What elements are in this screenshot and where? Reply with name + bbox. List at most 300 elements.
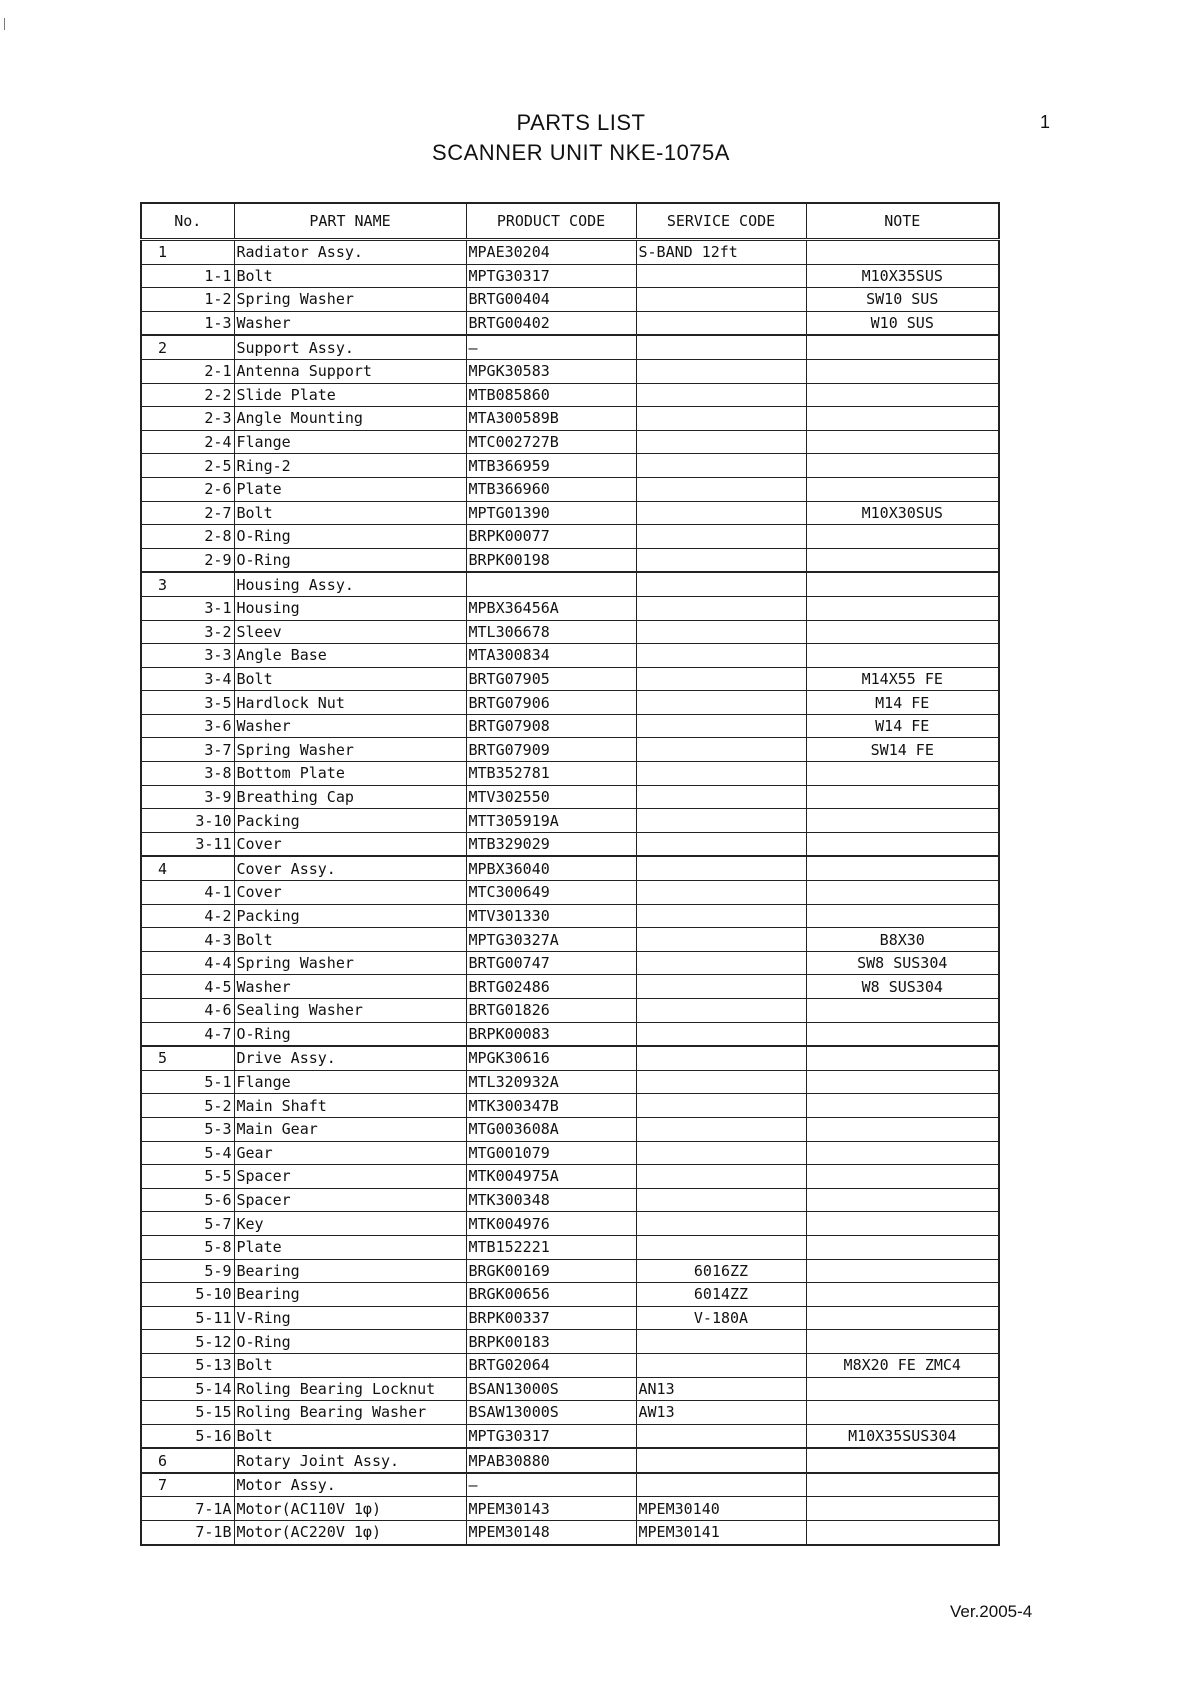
cell-no: 2-8	[141, 525, 234, 549]
table-row	[141, 762, 999, 786]
cell-no: 5-16	[141, 1424, 234, 1448]
cell-no: 3-9	[141, 785, 234, 809]
cell-note	[806, 1094, 999, 1118]
table-row	[141, 477, 999, 501]
cell-no: 1-1	[141, 264, 234, 288]
cell-part-name: Bearing	[234, 1283, 466, 1307]
table-row	[141, 1521, 999, 1545]
cell-no: 3-3	[141, 644, 234, 668]
cell-note: W14 FE	[806, 714, 999, 738]
cell-product-code: MTB366959	[466, 454, 636, 478]
cell-note	[806, 1521, 999, 1545]
cell-service-code	[636, 477, 806, 501]
cell-note: SW8 SUS304	[806, 951, 999, 975]
cell-note	[806, 548, 999, 572]
cell-product-code: BRPK00198	[466, 548, 636, 572]
cell-product-code: MTB152221	[466, 1235, 636, 1259]
cell-service-code	[636, 311, 806, 335]
cell-part-name: Spring Washer	[234, 738, 466, 762]
cell-no: 2-2	[141, 383, 234, 407]
cell-part-name: Washer	[234, 975, 466, 999]
cell-no: 2	[141, 335, 234, 359]
cell-part-name: Spacer	[234, 1188, 466, 1212]
cell-product-code: MTL306678	[466, 620, 636, 644]
cell-part-name: Bottom Plate	[234, 762, 466, 786]
cell-part-name: Roling Bearing Locknut	[234, 1377, 466, 1401]
cell-note	[806, 1448, 999, 1473]
table-row	[141, 1212, 999, 1236]
table-row	[141, 785, 999, 809]
cell-note: M14X55 FE	[806, 667, 999, 691]
cell-part-name: Housing	[234, 596, 466, 620]
cell-product-code: MTL320932A	[466, 1070, 636, 1094]
cell-part-name: Plate	[234, 477, 466, 501]
cell-no: 5	[141, 1046, 234, 1070]
cell-service-code	[636, 454, 806, 478]
cell-service-code	[636, 1117, 806, 1141]
table-row	[141, 335, 999, 359]
cell-no: 5-11	[141, 1306, 234, 1330]
cell-no: 5-4	[141, 1141, 234, 1165]
cell-service-code	[636, 644, 806, 668]
cell-product-code: BRGK00169	[466, 1259, 636, 1283]
cell-service-code	[636, 691, 806, 715]
cell-service-code	[636, 714, 806, 738]
table-row	[141, 1424, 999, 1448]
cell-part-name: Antenna Support	[234, 359, 466, 383]
cell-note: SW10 SUS	[806, 288, 999, 312]
cell-note: W10 SUS	[806, 311, 999, 335]
cell-product-code	[466, 572, 636, 596]
cell-product-code: MTG003608A	[466, 1117, 636, 1141]
cell-no: 3-10	[141, 809, 234, 833]
cell-note: M10X35SUS	[806, 264, 999, 288]
cell-service-code	[636, 928, 806, 952]
cell-no: 4-2	[141, 904, 234, 928]
cell-service-code	[636, 1473, 806, 1497]
cell-product-code: MTK004976	[466, 1212, 636, 1236]
cell-no: 6	[141, 1448, 234, 1473]
cell-part-name: Bolt	[234, 928, 466, 952]
cell-note: M10X35SUS304	[806, 1424, 999, 1448]
cell-note	[806, 1259, 999, 1283]
cell-no: 2-4	[141, 430, 234, 454]
cell-part-name: Support Assy.	[234, 335, 466, 359]
cell-service-code	[636, 1424, 806, 1448]
cell-note	[806, 407, 999, 431]
cell-product-code: MTB329029	[466, 832, 636, 856]
cell-product-code: BRTG00404	[466, 288, 636, 312]
cell-service-code	[636, 620, 806, 644]
cell-service-code	[636, 335, 806, 359]
cell-product-code: MTC002727B	[466, 430, 636, 454]
cell-product-code: MTB366960	[466, 477, 636, 501]
cell-note	[806, 1473, 999, 1497]
cell-service-code	[636, 572, 806, 596]
table-row	[141, 264, 999, 288]
cell-service-code	[636, 407, 806, 431]
cell-part-name: Angle Mounting	[234, 407, 466, 431]
table-row	[141, 1141, 999, 1165]
cell-service-code: AW13	[636, 1401, 806, 1425]
table-row	[141, 1117, 999, 1141]
table-row	[141, 1448, 999, 1473]
cell-note	[806, 881, 999, 905]
cell-product-code: MTG001079	[466, 1141, 636, 1165]
cell-no: 5-7	[141, 1212, 234, 1236]
cell-note	[806, 335, 999, 359]
cell-product-code: MPEM30143	[466, 1497, 636, 1521]
table-row	[141, 311, 999, 335]
cell-note	[806, 1235, 999, 1259]
cell-no: 5-9	[141, 1259, 234, 1283]
cell-no: 5-3	[141, 1117, 234, 1141]
header-note: NOTE	[806, 203, 999, 240]
cell-note	[806, 904, 999, 928]
cell-service-code	[636, 667, 806, 691]
table-row	[141, 1306, 999, 1330]
cell-product-code: MTT305919A	[466, 809, 636, 833]
cell-part-name: O-Ring	[234, 1022, 466, 1046]
cell-service-code	[636, 383, 806, 407]
table-row	[141, 501, 999, 525]
cell-product-code: MPTG30317	[466, 1424, 636, 1448]
cell-product-code: MTB352781	[466, 762, 636, 786]
cell-product-code: BRTG00402	[466, 311, 636, 335]
cell-product-code: BRTG00747	[466, 951, 636, 975]
table-row	[141, 832, 999, 856]
cell-note	[806, 1046, 999, 1070]
cell-note: SW14 FE	[806, 738, 999, 762]
cell-no: 4-4	[141, 951, 234, 975]
cell-service-code	[636, 501, 806, 525]
cell-part-name: Bearing	[234, 1259, 466, 1283]
cell-product-code: MPTG30327A	[466, 928, 636, 952]
cell-product-code: MTB085860	[466, 383, 636, 407]
cell-part-name: O-Ring	[234, 548, 466, 572]
cell-service-code: 6014ZZ	[636, 1283, 806, 1307]
cell-no: 5-6	[141, 1188, 234, 1212]
cell-product-code: MTK004975A	[466, 1165, 636, 1189]
scan-speck	[4, 18, 5, 30]
cell-product-code: MTA300589B	[466, 407, 636, 431]
cell-no: 4-5	[141, 975, 234, 999]
cell-part-name: Cover	[234, 832, 466, 856]
cell-part-name: Gear	[234, 1141, 466, 1165]
cell-part-name: Angle Base	[234, 644, 466, 668]
table-row	[141, 928, 999, 952]
cell-product-code: —	[466, 1473, 636, 1497]
document-title: PARTS LIST	[516, 110, 646, 135]
cell-part-name: Roling Bearing Washer	[234, 1401, 466, 1425]
table-row	[141, 738, 999, 762]
cell-note	[806, 1070, 999, 1094]
cell-part-name: Slide Plate	[234, 383, 466, 407]
cell-product-code: MTV302550	[466, 785, 636, 809]
table-row	[141, 856, 999, 880]
header-no: No.	[141, 203, 234, 240]
cell-product-code: MPBX36456A	[466, 596, 636, 620]
cell-note	[806, 454, 999, 478]
cell-service-code: MPEM30140	[636, 1497, 806, 1521]
cell-part-name: Packing	[234, 904, 466, 928]
cell-no: 1-2	[141, 288, 234, 312]
header-service-code: SERVICE CODE	[636, 203, 806, 240]
cell-part-name: Washer	[234, 714, 466, 738]
cell-no: 5-2	[141, 1094, 234, 1118]
cell-service-code	[636, 904, 806, 928]
cell-service-code	[636, 809, 806, 833]
cell-part-name: Radiator Assy.	[234, 240, 466, 265]
header-product-code: PRODUCT CODE	[466, 203, 636, 240]
cell-note	[806, 620, 999, 644]
cell-part-name: Cover	[234, 881, 466, 905]
cell-service-code	[636, 359, 806, 383]
cell-note	[806, 1117, 999, 1141]
cell-part-name: O-Ring	[234, 1330, 466, 1354]
cell-product-code: BRTG02064	[466, 1353, 636, 1377]
cell-no: 4-7	[141, 1022, 234, 1046]
table-row	[141, 407, 999, 431]
cell-no: 5-5	[141, 1165, 234, 1189]
cell-service-code	[636, 1212, 806, 1236]
cell-part-name: Spring Washer	[234, 951, 466, 975]
cell-part-name: Ring-2	[234, 454, 466, 478]
cell-part-name: Main Gear	[234, 1117, 466, 1141]
cell-product-code: BRTG07908	[466, 714, 636, 738]
cell-note	[806, 762, 999, 786]
table-body	[141, 240, 999, 1545]
cell-no: 3-11	[141, 832, 234, 856]
cell-no: 3-2	[141, 620, 234, 644]
cell-product-code: MPTG30317	[466, 264, 636, 288]
table-row	[141, 1497, 999, 1521]
cell-service-code	[636, 1165, 806, 1189]
cell-note	[806, 1283, 999, 1307]
cell-part-name: Motor(AC110V 1φ)	[234, 1497, 466, 1521]
cell-service-code	[636, 881, 806, 905]
cell-part-name: V-Ring	[234, 1306, 466, 1330]
cell-service-code	[636, 1235, 806, 1259]
cell-no: 5-15	[141, 1401, 234, 1425]
version-label: Ver.2005-4	[950, 1602, 1033, 1621]
cell-note	[806, 596, 999, 620]
cell-service-code	[636, 548, 806, 572]
cell-note	[806, 477, 999, 501]
cell-note	[806, 1377, 999, 1401]
table-row	[141, 999, 999, 1023]
cell-note: M10X30SUS	[806, 501, 999, 525]
table-row	[141, 1235, 999, 1259]
cell-note	[806, 430, 999, 454]
cell-service-code	[636, 975, 806, 999]
cell-service-code	[636, 525, 806, 549]
cell-note	[806, 1330, 999, 1354]
cell-part-name: Flange	[234, 430, 466, 454]
table-row	[141, 240, 999, 265]
cell-note	[806, 1022, 999, 1046]
cell-part-name: Housing Assy.	[234, 572, 466, 596]
table-row	[141, 809, 999, 833]
table-row	[141, 1377, 999, 1401]
cell-service-code: S-BAND 12ft	[636, 240, 806, 265]
cell-note: W8 SUS304	[806, 975, 999, 999]
table-row	[141, 572, 999, 596]
cell-product-code: MPBX36040	[466, 856, 636, 880]
table-row	[141, 1070, 999, 1094]
cell-no: 1	[141, 240, 234, 265]
cell-note	[806, 644, 999, 668]
cell-product-code: BRTG07906	[466, 691, 636, 715]
cell-no: 5-8	[141, 1235, 234, 1259]
table-row	[141, 454, 999, 478]
cell-product-code: BRTG02486	[466, 975, 636, 999]
cell-note	[806, 785, 999, 809]
cell-product-code: MPTG01390	[466, 501, 636, 525]
table-row	[141, 596, 999, 620]
cell-part-name: Sealing Washer	[234, 999, 466, 1023]
cell-no: 3-8	[141, 762, 234, 786]
cell-note	[806, 1212, 999, 1236]
cell-part-name: Cover Assy.	[234, 856, 466, 880]
cell-no: 4-3	[141, 928, 234, 952]
cell-no: 3-5	[141, 691, 234, 715]
table-row	[141, 359, 999, 383]
cell-part-name: Key	[234, 1212, 466, 1236]
cell-product-code: MPAE30204	[466, 240, 636, 265]
table-row	[141, 1165, 999, 1189]
cell-part-name: Spring Washer	[234, 288, 466, 312]
table-row	[141, 644, 999, 668]
table-row	[141, 525, 999, 549]
cell-product-code: MPGK30583	[466, 359, 636, 383]
cell-note	[806, 1306, 999, 1330]
table-row	[141, 430, 999, 454]
cell-service-code: 6016ZZ	[636, 1259, 806, 1283]
cell-note	[806, 1165, 999, 1189]
header-part-name: PART NAME	[234, 203, 466, 240]
cell-part-name: Bolt	[234, 501, 466, 525]
table-row	[141, 1046, 999, 1070]
table-header-row	[141, 203, 999, 240]
cell-service-code	[636, 1094, 806, 1118]
cell-note	[806, 359, 999, 383]
cell-service-code	[636, 856, 806, 880]
cell-service-code	[636, 832, 806, 856]
cell-no: 2-9	[141, 548, 234, 572]
cell-service-code	[636, 596, 806, 620]
cell-note	[806, 809, 999, 833]
cell-service-code	[636, 762, 806, 786]
cell-service-code	[636, 1353, 806, 1377]
cell-note	[806, 856, 999, 880]
cell-product-code: MTK300347B	[466, 1094, 636, 1118]
cell-no: 5-14	[141, 1377, 234, 1401]
table-row	[141, 691, 999, 715]
cell-no: 5-13	[141, 1353, 234, 1377]
cell-service-code	[636, 951, 806, 975]
cell-part-name: Flange	[234, 1070, 466, 1094]
table-row	[141, 383, 999, 407]
cell-no: 4-1	[141, 881, 234, 905]
cell-no: 4	[141, 856, 234, 880]
table-row	[141, 951, 999, 975]
cell-service-code	[636, 738, 806, 762]
cell-note: B8X30	[806, 928, 999, 952]
cell-no: 2-3	[141, 407, 234, 431]
cell-no: 5-10	[141, 1283, 234, 1307]
cell-product-code: MTC300649	[466, 881, 636, 905]
cell-part-name: Sleev	[234, 620, 466, 644]
cell-part-name: Bolt	[234, 667, 466, 691]
table-row	[141, 714, 999, 738]
cell-product-code: BSAW13000S	[466, 1401, 636, 1425]
cell-service-code	[636, 1448, 806, 1473]
cell-part-name: Bolt	[234, 264, 466, 288]
cell-note	[806, 999, 999, 1023]
cell-product-code: MTV301330	[466, 904, 636, 928]
table-row	[141, 548, 999, 572]
cell-note	[806, 1188, 999, 1212]
cell-service-code	[636, 430, 806, 454]
cell-product-code: MTA300834	[466, 644, 636, 668]
cell-no: 7-1B	[141, 1521, 234, 1545]
cell-service-code	[636, 1141, 806, 1165]
cell-product-code: BRPK00183	[466, 1330, 636, 1354]
cell-part-name: Washer	[234, 311, 466, 335]
cell-product-code: BRTG07909	[466, 738, 636, 762]
parts-table	[140, 202, 1000, 1546]
cell-product-code: MPAB30880	[466, 1448, 636, 1473]
table-row	[141, 288, 999, 312]
table-row	[141, 975, 999, 999]
cell-service-code: V-180A	[636, 1306, 806, 1330]
cell-part-name: Motor Assy.	[234, 1473, 466, 1497]
cell-product-code: BRPK00083	[466, 1022, 636, 1046]
cell-part-name: Motor(AC220V 1φ)	[234, 1521, 466, 1545]
cell-part-name: O-Ring	[234, 525, 466, 549]
cell-part-name: Bolt	[234, 1424, 466, 1448]
cell-no: 4-6	[141, 999, 234, 1023]
cell-no: 5-12	[141, 1330, 234, 1354]
cell-no: 3-7	[141, 738, 234, 762]
table-row	[141, 1022, 999, 1046]
cell-no: 3-1	[141, 596, 234, 620]
cell-no: 3-6	[141, 714, 234, 738]
table-row	[141, 1188, 999, 1212]
cell-service-code	[636, 1022, 806, 1046]
cell-service-code	[636, 1070, 806, 1094]
cell-part-name: Main Shaft	[234, 1094, 466, 1118]
cell-service-code: AN13	[636, 1377, 806, 1401]
cell-no: 3-4	[141, 667, 234, 691]
table-row	[141, 1330, 999, 1354]
document-subtitle: SCANNER UNIT NKE-1075A	[432, 140, 730, 165]
cell-product-code: BRPK00077	[466, 525, 636, 549]
table-row	[141, 1094, 999, 1118]
cell-service-code	[636, 785, 806, 809]
cell-product-code: BRGK00656	[466, 1283, 636, 1307]
cell-no: 2-7	[141, 501, 234, 525]
cell-product-code: MPEM30148	[466, 1521, 636, 1545]
cell-product-code: BRTG01826	[466, 999, 636, 1023]
cell-part-name: Hardlock Nut	[234, 691, 466, 715]
cell-no: 2-1	[141, 359, 234, 383]
cell-no: 7-1A	[141, 1497, 234, 1521]
cell-note	[806, 1401, 999, 1425]
table-row	[141, 667, 999, 691]
cell-note	[806, 572, 999, 596]
